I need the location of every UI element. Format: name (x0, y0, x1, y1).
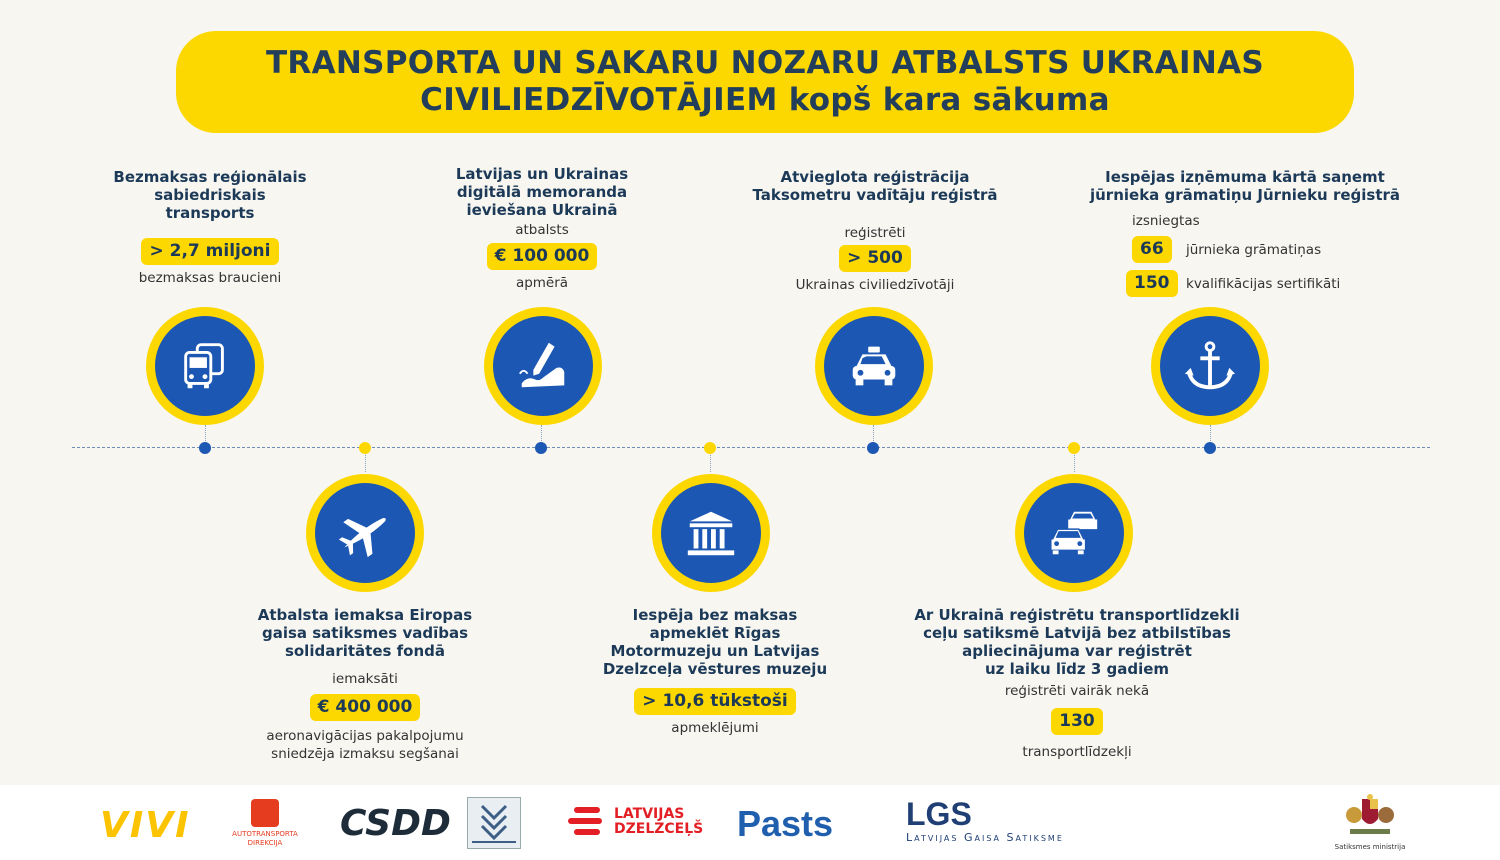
ldz-logo-line1: LATVIJAS (614, 806, 685, 822)
header-banner (176, 31, 1354, 133)
item-title: jūrnieka grāmatiņu Jūrnieku reģistrā (1089, 186, 1401, 204)
value-badge: 66 (1132, 236, 1172, 263)
museum-icon-circle (652, 474, 770, 592)
item-pre: atbalsts (515, 222, 569, 238)
lgs-logo (906, 797, 1064, 844)
item-taxi-registration (725, 168, 1025, 294)
timeline-dot (1068, 442, 1080, 454)
value-badge: € 100 000 (487, 243, 598, 270)
signing-hand-icon-circle (484, 307, 602, 425)
airplane-icon (336, 504, 394, 562)
atd-mark-icon (251, 799, 279, 827)
lgs-logo-sub: Latvijas Gaisa Satiksme (906, 831, 1064, 844)
item-title: apliecinājuma var reģistrēt (962, 642, 1192, 660)
value-badge: > 10,6 tūkstoši (634, 688, 795, 715)
item-caption: kvalifikācijas sertifikāti (1186, 276, 1341, 292)
item-caption: bezmaksas braucieni (138, 270, 282, 286)
item-airspace-fund (215, 606, 515, 763)
item-caption: aeronavigācijas pakalpojumu (266, 728, 464, 744)
item-title: transports (165, 204, 255, 222)
item-pre: iemaksāti (332, 671, 398, 687)
page-title-line1: TRANSPORTA UN SAKARU NOZARU ATBALSTS UKRAINAS (265, 45, 1265, 81)
item-seaman-register (1060, 168, 1430, 304)
item-museums (560, 606, 870, 737)
item-title: digitālā memoranda (456, 183, 628, 201)
timeline-dot (359, 442, 371, 454)
item-caption: Ukrainas civiliedzīvotāji (795, 277, 955, 293)
ldz-mark-icon (568, 805, 608, 841)
item-caption: sniedzēja izmaksu segšanai (271, 746, 459, 762)
atd-logo-line2: DIREKCIJA (247, 839, 283, 847)
vivi-logo: VIVI (100, 805, 191, 846)
anchor-icon-circle (1151, 307, 1269, 425)
item-title: ieviešana Ukrainā (466, 201, 618, 219)
item-title: Iespējas izņēmuma kārtā saņemt (1105, 168, 1385, 186)
item-caption: transportlīdzekļi (1022, 744, 1132, 760)
item-digital-memorandum (422, 165, 662, 292)
page-title-line2: CIVILIEDZĪVOTĀJIEM kopš kara sākuma (420, 82, 1110, 118)
timeline-dot (535, 442, 547, 454)
museum-icon (682, 504, 740, 562)
item-title: sabiedriskais (154, 186, 266, 204)
taxi-icon (845, 337, 903, 395)
cars-icon-circle (1015, 474, 1133, 592)
ministry-logo-caption: Satiksmes ministrija (1334, 843, 1406, 851)
value-badge: > 500 (839, 245, 911, 272)
bus-icon-circle (146, 307, 264, 425)
timeline-dot (704, 442, 716, 454)
lgs-logo-mark: LGS (906, 796, 972, 832)
item-title: Bezmaksas reģionālais (113, 168, 307, 186)
value-badge: > 2,7 miljoni (141, 238, 278, 265)
csdd-logo: CSDD (340, 803, 451, 844)
item-pre: izsniegtas (1132, 213, 1200, 229)
item-pre: reģistrēti (844, 225, 906, 241)
pasts-logo: Pasts (737, 803, 834, 844)
timeline-dot (1204, 442, 1216, 454)
item-title: apmeklēt Rīgas (649, 624, 781, 642)
item-regional-transport (90, 168, 330, 287)
item-caption: apmērā (515, 275, 569, 291)
coat-of-arms-icon (1340, 793, 1400, 839)
anchor-icon (1181, 337, 1239, 395)
item-caption: apmeklējumi (671, 720, 759, 736)
item-caption: jūrnieka grāmatiņas (1186, 242, 1322, 258)
maritime-emblem-icon (467, 797, 521, 849)
item-title: Ar Ukrainā reģistrētu transportlīdzekli (914, 606, 1240, 624)
airplane-icon-circle (306, 474, 424, 592)
item-vehicle-registration (892, 606, 1262, 761)
item-title: Latvijas un Ukrainas (455, 165, 629, 183)
item-title: ceļu satiksmē Latvijā bez atbilstības (923, 624, 1231, 642)
ministry-logo (1328, 793, 1412, 852)
taxi-icon-circle (815, 307, 933, 425)
item-title: Taksometru vadītāju reģistrā (752, 186, 998, 204)
item-title: Atvieglota reģistrācija (780, 168, 970, 186)
atd-logo-line1: AUTOTRANSPORTA (232, 830, 298, 838)
item-pre: reģistrēti vairāk nekā (1004, 683, 1150, 699)
item-title: Iespēja bez maksas (632, 606, 798, 624)
item-title: Atbalsta iemaksa Eiropas (257, 606, 473, 624)
timeline-line (72, 447, 1430, 448)
timeline-dot (867, 442, 879, 454)
item-title: uz laiku līdz 3 gadiem (984, 660, 1170, 678)
value-badge: 150 (1126, 270, 1178, 297)
item-title: Dzelzceļa vēstures muzeju (602, 660, 828, 678)
timeline-dot (199, 442, 211, 454)
item-title: Motormuzeju un Latvijas (610, 642, 820, 660)
bus-icon (176, 337, 234, 395)
item-title: solidaritātes fondā (284, 642, 446, 660)
ldz-logo-line2: DZELZCEĻŠ (614, 821, 704, 837)
item-title: gaisa satiksmes vadības (261, 624, 469, 642)
value-badge: € 400 000 (310, 694, 421, 721)
value-badge: 130 (1051, 708, 1103, 735)
cars-icon (1045, 504, 1103, 562)
signing-hand-icon (514, 337, 572, 395)
footer-logos (0, 785, 1500, 860)
atd-logo (230, 799, 300, 848)
